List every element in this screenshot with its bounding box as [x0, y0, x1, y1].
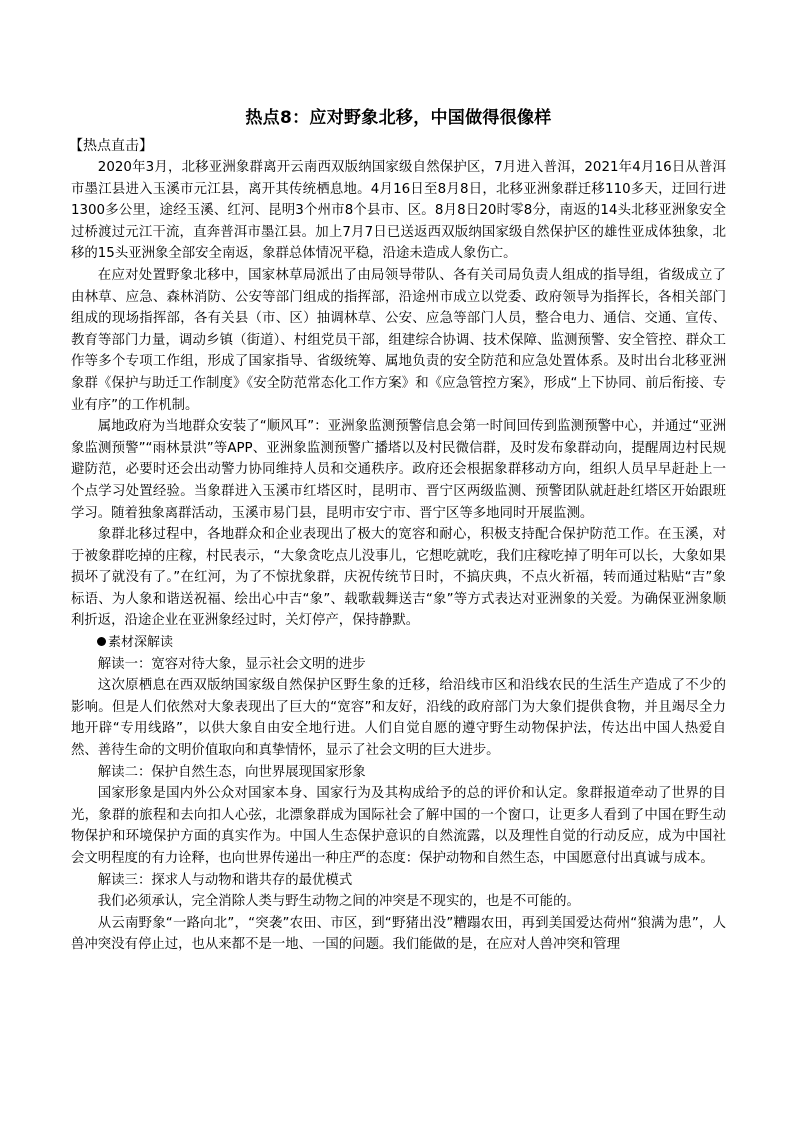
- interpretation-body: 国家形象是国内外公众对国家本身、国家行为及其构成给予的总的评价和认定。象群报道牵动了世界的目光，象群的旅程和去向扣人心弦，北漂象群成为国际社会了解中国的一个窗口，让更多人看到了中国在野生动物保护和环境保护方面的真实作为。中国人生态保护意识的自然流露，以及理性自觉的行动反应，成为中国社会文明程度的有力诠释，也向世界传递出一种庄严的态度：保护动物和自然生态，中国愿意付出真诚与成本。: [71, 786, 726, 866]
- paragraph: 从云南野象“一路向北”，“突袭”农田、市区，到“野猪出没”糟蹋农田，再到美国爱达荷州“狼满为患”，人兽冲突没有停止过，也从来都不是一地、一国的问题。我们能做的是，在应对人兽冲突和管理: [71, 915, 726, 953]
- section-label: 【热点直击】: [69, 138, 153, 154]
- paragraph: 属地政府为当地群众安装了“顺风耳”：亚洲象监测预警信息会第一时间回传到监测预警中心，并通过“亚洲象监测预警”“雨林景洪”等APP、亚洲象监测预警广播塔以及村民微信群，及时发布象群动向，提醒周边村民规避防范，必要时还会出动警力协同维持人员和交通秩序。政府还会根据象群移动方向，组织人员早早赶赴上一个点学习处置经验。当象群进入玉溪市红塔区时，昆明市、晋宁区两级监测、预警团队就赶赴红塔区开始跟班学习。随着独象离群活动，玉溪市易门县，昆明市安宁市、晋宁区等多地同时开展监测。: [71, 419, 726, 521]
- page-title: 热点8：应对野象北移，中国做得很像样: [245, 108, 552, 128]
- bullet-label: 素材深解读: [108, 635, 174, 651]
- paragraph: 在应对处置野象北移中，国家林草局派出了由局领导带队、各有关司局负责人组成的指导组，省级成立了由林草、应急、森林消防、公安等部门组成的指挥部，沿途州市成立以党委、政府领导为指挥长，各相关部门组成的现场指挥部，各有关县（市、区）抽调林草、公安、应急等部门人员，整合电力、通信、交通、宣传、教育等部门力量，调动乡镇（街道）、村组党员干部，组建综合协调、技术保障、监测预警、安全管控、群众工作等多个专项工作组，形成了国家指导、省级统筹、属地负责的安全防范和应急处置体系。及时出台北移亚洲象群《保护与助迁工作制度》《安全防范常态化工作方案》和《应急管控方案》，形成“上下协同、前后衔接、专业有序”的工作机制。: [71, 267, 726, 413]
- paragraph: 2020年3月，北移亚洲象群离开云南西双版纳国家级自然保护区，7月进入普洱，2021年4月16日从普洱市墨江县进入玉溪市元江县，离开其传统栖息地。4月16日至8月8日，北移亚洲象群迁移110多天，迂回行进1300多公里，途经玉溪、红河、昆明3个州市8个县市、区。8月8日20时零8分，南返的14头北移亚洲象安全过桥渡过元江干流，直奔普洱市墨江县。加上7月7日已送返西双版纳国家级自然保护区的雄性亚成体独象，北移的15头亚洲象全部安全南返，象群总体情况平稳，沿途未造成人象伤亡。: [71, 160, 726, 262]
- paragraph: 象群北移过程中，各地群众和企业表现出了极大的宽容和耐心，积极支持配合保护防范工作。在玉溪，对于被象群吃掉的庄稼，村民表示，“大象贪吃点儿没事儿，它想吃就吃，我们庄稼吃掉了明年可以长，大象如果损坏了就没有了。”在红河，为了不惊扰象群，庆祝传统节日时，不搞庆典，不点火祈福，转而通过粘贴“吉”象标语、为人象和谐送祝福、绘出心中吉“象”、载歌载舞送吉“象”等方式表达对亚洲象的关爱。为确保亚洲象顺利折返，沿途企业在亚洲象经过时，关灯停产，保持静默。: [71, 527, 726, 629]
- bullet-heading: [71, 632, 726, 654]
- interpretation-heading: 解读三：探求人与动物和谐共存的最优模式: [97, 872, 353, 888]
- bullet-icon: [97, 637, 106, 646]
- interpretation-heading: 解读一：宽容对待大象，显示社会文明的进步: [97, 656, 366, 672]
- interpretation-body: 我们必须承认，完全消除人类与野生动物之间的冲突是不现实的，也是不可能的。: [97, 894, 580, 910]
- interpretation-body: 这次原栖息在西双版纳国家级自然保护区野生象的迁移，给沿线市区和沿线农民的生活生产造成了不少的影响。但是人们依然对大象表现出了巨大的“宽容”和友好，沿线的政府部门为大象们提供食物，并且竭尽全力地开辟“专用线路”，以供大象自由安全地行进。人们自觉自愿的遵守野生动物保护法，传达出中国人热爱自然、善待生命的文明价值取向和真挚情怀，显示了社会文明的巨大进步。: [71, 678, 726, 759]
- interpretation-heading: 解读二：保护自然生态，向世界展现国家形象: [97, 764, 366, 780]
